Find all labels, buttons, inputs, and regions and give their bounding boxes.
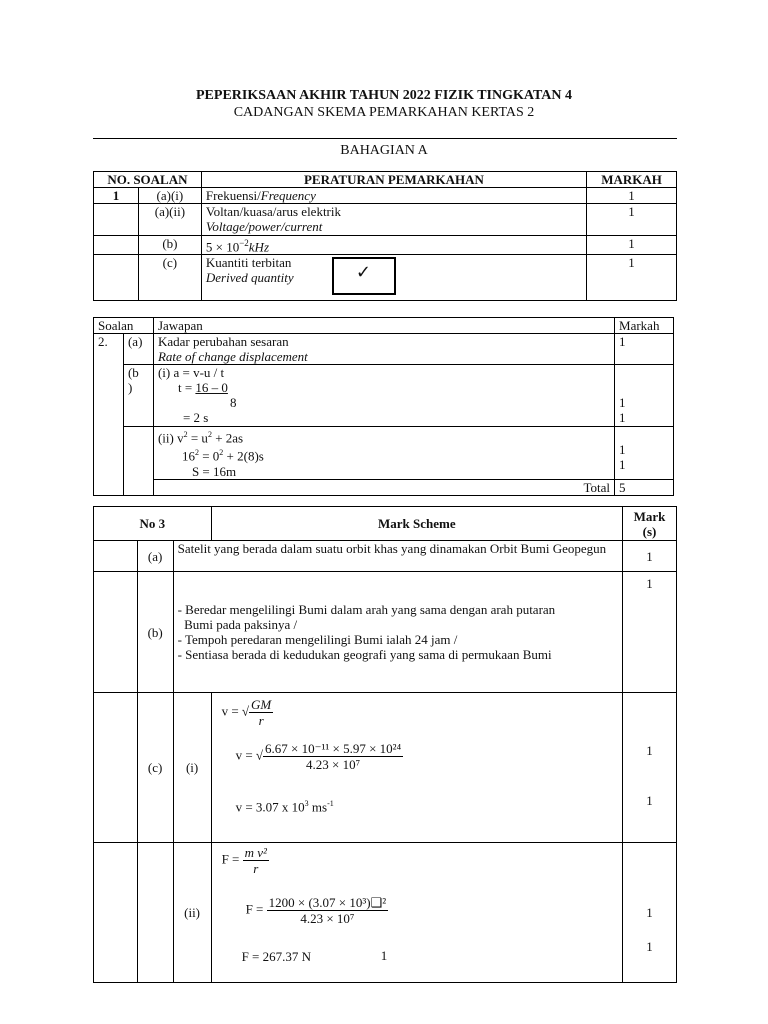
answer-cell: (ii) $v^2 = u^2 + 2as$ $16^2 = 0^2 + 2(8)s$ S = 16m: [153, 427, 614, 480]
equation: v = √ $\frac{GM}{r}$: [221, 697, 272, 728]
answer-cell: - Beredar mengelilingi Bumi dalam arah yang sama dengan arah putaran Bumi pada paksinya / - Tempoh peredaran mengelilingi Bumi ialah 24 jam / - Sentiasa berada di kedudukan geografi yang sama di permukaan Bumi: [173, 572, 622, 693]
mark-cell: 1 1: [615, 427, 674, 480]
header-mark-scheme: Mark Scheme: [211, 507, 623, 541]
document-subtitle: CADANGAN SKEMA PEMARKAHAN KERTAS 2: [233, 105, 535, 120]
mark-cell: 1 1: [623, 693, 677, 843]
answer-cell: $5 \times 10^{-2}kHz$: [201, 236, 586, 255]
mark-cell: 1: [587, 236, 677, 255]
mark-cell: 1 1: [615, 365, 674, 427]
equation: F = $\frac{\text{m v²}}{r}$: [221, 845, 267, 876]
document-title: PEPERIKSAAN AKHIR TAHUN 2022 FIZIK TINGKATAN 4: [196, 88, 572, 103]
mark-cell: 1: [615, 334, 674, 365]
header-soalan: Soalan: [94, 318, 154, 334]
part-label: (b): [137, 572, 173, 693]
part-label: (c): [138, 255, 201, 301]
answer-cell: Voltan/kuasa/arus elektrik Voltage/power/current: [201, 204, 586, 236]
header-marks: Mark (s): [623, 507, 677, 541]
mark-cell: 1: [587, 255, 677, 301]
check-icon: ✓: [355, 262, 371, 284]
answer-cell: Kuantiti terbitan Derived quantity ✓: [201, 255, 586, 301]
mark-cell: 1 1: [623, 843, 677, 983]
question-number: 1: [94, 188, 139, 204]
header-jawapan: Jawapan: [153, 318, 614, 334]
tick-box: [332, 257, 396, 295]
section-title: BAHAGIAN A: [340, 143, 428, 158]
question-2-table: [93, 317, 674, 496]
equation: F = 267.37 N: [241, 949, 312, 964]
subpart-label: (ii): [173, 843, 211, 983]
page-number: 1: [380, 948, 388, 963]
total-value: 5: [615, 479, 674, 495]
answer-cell: (i) a = v-u / t t = 16 – 0 8 = 2 s: [153, 365, 614, 427]
header-no-soalan: NO. SOALAN: [94, 172, 202, 188]
equation: v = 3.07 x $10^3$ $ms^{-1}$: [235, 799, 334, 815]
total-label: Total: [153, 479, 614, 495]
subpart-label: (i): [173, 693, 211, 843]
header-markah: Markah: [615, 318, 674, 334]
header-markah: MARKAH: [587, 172, 677, 188]
header-rule: [93, 138, 677, 139]
header-no: No 3: [94, 507, 212, 541]
equation: v = √ $\frac{\text{6.67 × 10⁻¹¹ × 5.97 × 10²⁴}}{\text{4.23 × 10⁷}}$: [235, 741, 402, 772]
mark-cell: 1: [623, 541, 677, 572]
question-3-table: [93, 506, 677, 983]
part-label: (a)(i): [138, 188, 201, 204]
answer-cell: Frekuensi/Frequency: [201, 188, 586, 204]
answer-cell: [211, 693, 623, 843]
part-label: (b): [138, 236, 201, 255]
question-number: 2.: [94, 334, 124, 365]
answer-cell: Kadar perubahan sesaran Rate of change displacement: [153, 334, 614, 365]
answer-cell: Satelit yang berada dalam suatu orbit khas yang dinamakan Orbit Bumi Geopegun: [173, 541, 622, 572]
equation: F = $\frac{\text{1200 × (3.07 × 10³)❑²}}{\text{4.23 × 10⁷}}$: [245, 895, 387, 926]
part-label: (a)(ii): [138, 204, 201, 236]
question-1-table: [93, 171, 677, 301]
part-label: (b ): [123, 365, 153, 427]
mark-cell: 1: [623, 572, 677, 693]
part-label: (a): [123, 334, 153, 365]
part-label: (a): [137, 541, 173, 572]
part-label: (c): [137, 693, 173, 843]
header-peraturan: PERATURAN PEMARKAHAN: [201, 172, 586, 188]
mark-cell: 1: [587, 188, 677, 204]
mark-cell: 1: [587, 204, 677, 236]
